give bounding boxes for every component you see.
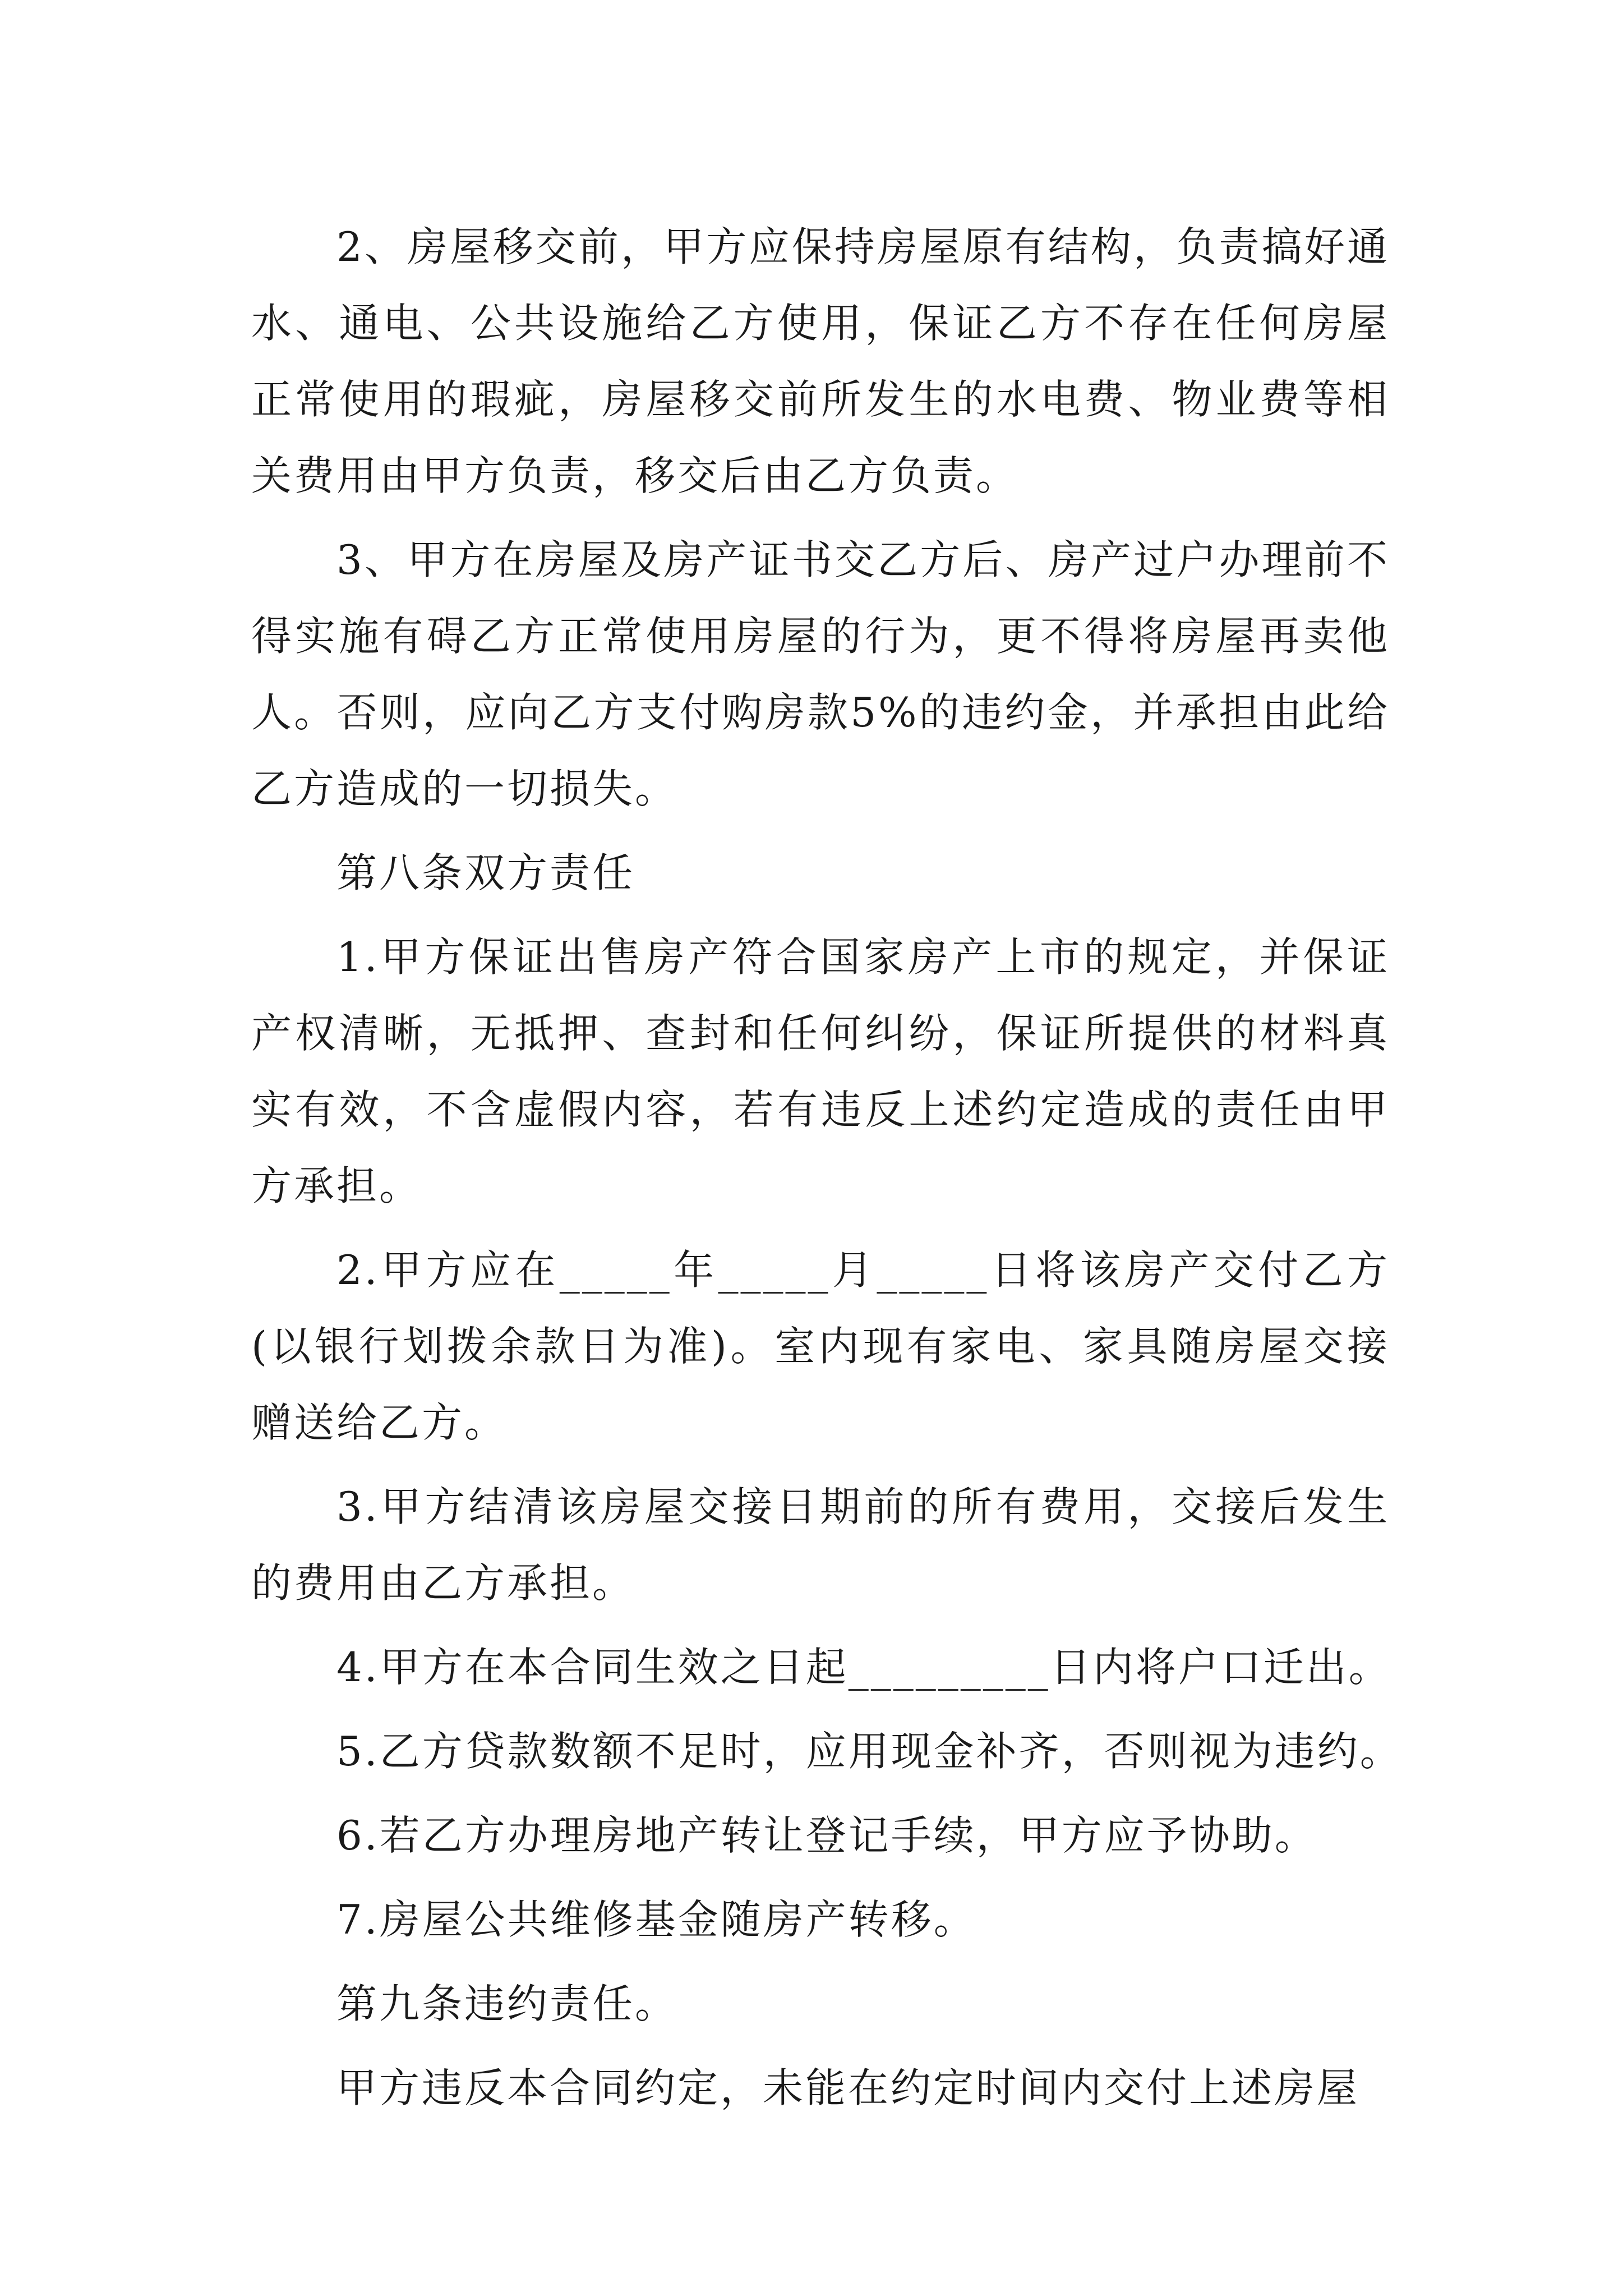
- section-heading-article-8: 第八条双方责任: [336, 849, 635, 896]
- paragraph-clause-1: 1.甲方保证出售房产符合国家房产上市的规定，并保证产权清晰，无抵押、查封和任何纠纷，保证所提供的材料真实有效，不含虚假内容，若有违反上述约定造成的责任由甲方承担。: [251, 933, 1390, 1209]
- paragraph-no-obstruction: 3、甲方在房屋及房产证书交乙方后、房产过户办理前不得实施有碍乙方正常使用房屋的行为，更不得将房屋再卖他人。否则，应向乙方支付购房款5%的违约金，并承担由此给乙方造成的一切损失。: [251, 536, 1390, 812]
- paragraph-clause-3: 3.甲方结清该房屋交接日期前的所有费用，交接后发生的费用由乙方承担。: [251, 1483, 1390, 1607]
- paragraph-clause-2: 2.甲方应在_____年_____月_____日将该房产交付乙方(以银行划拨余款日为准)。室内现有家电、家具随房屋交接赠送给乙方。: [251, 1246, 1390, 1446]
- paragraph-clause-5: 5.乙方贷款数额不足时，应用现金补齐，否则视为违约。: [336, 1728, 1403, 1775]
- document-body: [251, 209, 1403, 2134]
- paragraph-clause-6: 6.若乙方办理房地产转让登记手续，甲方应予协助。: [336, 1812, 1317, 1859]
- paragraph-breach-start: 甲方违反本合同约定，未能在约定时间内交付上述房屋: [336, 2064, 1360, 2111]
- paragraph-handover-before: 2、房屋移交前，甲方应保持房屋原有结构，负责搞好通水、通电、公共设施给乙方使用，保证乙方不存在任何房屋正常使用的瑕疵，房屋移交前所发生的水电费、物业费等相关费用由甲方负责，移交后由乙方负责。: [251, 223, 1390, 499]
- paragraph-clause-4: 4.甲方在本合同生效之日起_________日内将户口迁出。: [336, 1644, 1391, 1691]
- section-heading-article-9: 第九条违约责任。: [336, 1980, 678, 2027]
- paragraph-clause-7: 7.房屋公共维修基金随房产转移。: [336, 1896, 976, 1943]
